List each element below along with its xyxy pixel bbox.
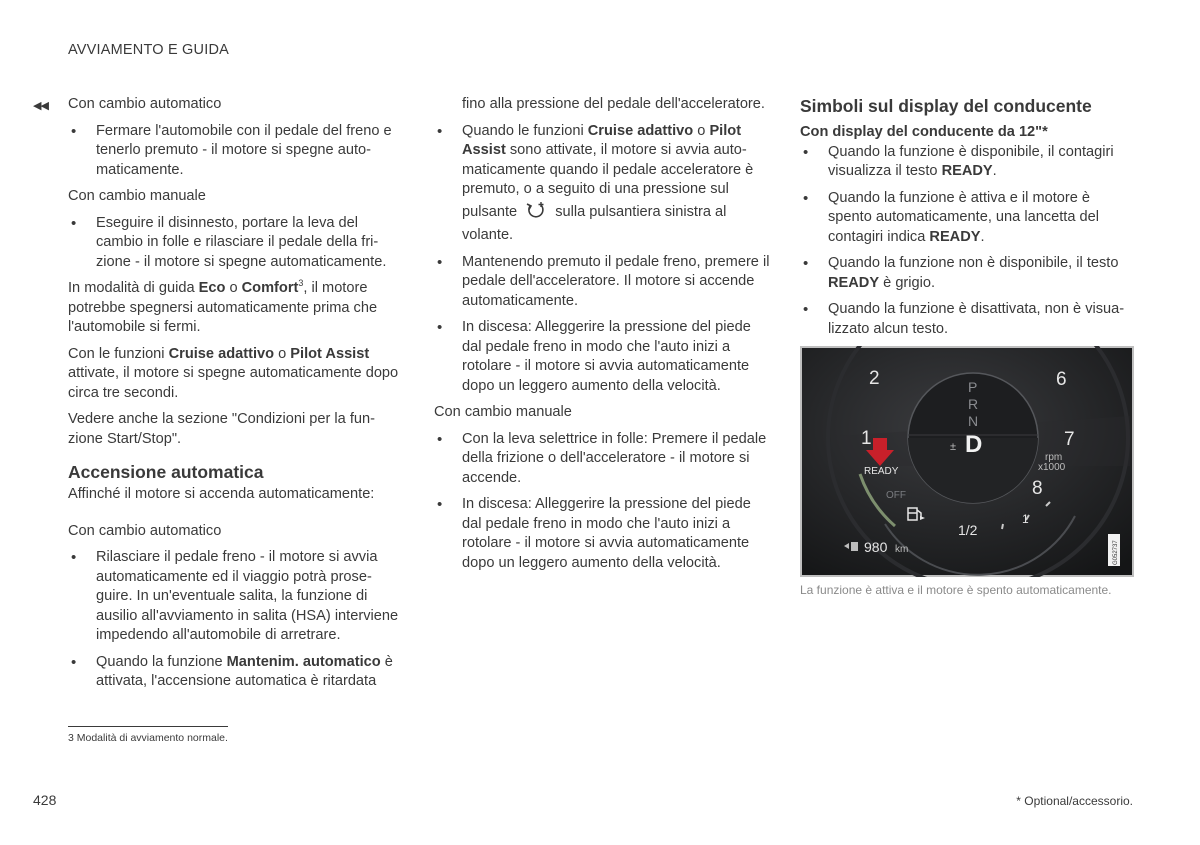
double-left-arrow-icon[interactable]: ◀◀: [33, 100, 48, 112]
list-item: [68, 653, 400, 692]
footnote-divider: [68, 726, 228, 727]
text: è grigio.: [879, 274, 936, 291]
subheading-12-display: Con display del conducente da 12"*: [800, 124, 1048, 140]
list-item: • Eseguire il disinnesto, portare la leva del cambio in folle e rilasciare il pedale della frizione - il motore si spegne automaticamente.: [68, 214, 400, 273]
cruise-term: Cruise adattivo: [587, 122, 694, 139]
heading-symbols: Simboli sul display del conducente: [800, 96, 1092, 116]
list-item: [800, 189, 1134, 248]
list-item: • Rilasciare il pedale freno - il motore si avvia automaticamente ed il viaggio potrà proseguire. In un'eventuale salita, la funzione di ausilio all'avviamento in salita (HSA) interviene impedendo all'automobile di arretrare.: [68, 548, 400, 646]
text: Quando la funzione non è disponibile, il testo: [828, 255, 1119, 271]
paragraph-intro: Affinché il motore si accenda automaticamente:: [68, 486, 375, 502]
pilot-assist-term: Pilot Assist: [290, 345, 370, 362]
ready-term: READY: [941, 163, 993, 179]
list-item: [800, 143, 1134, 182]
paragraph-see-also: Vedere anche la sezione "Condizioni per la funzione Start/Stop".: [68, 411, 375, 447]
subheading-automatic: Con cambio automatico: [68, 96, 222, 112]
list-item: [800, 254, 1134, 293]
column-left: [68, 95, 400, 699]
rpm-multiplier-label: x1000: [1038, 462, 1066, 473]
list-item: • Con la leva selettrice in folle: Premere il pedale della frizione o dell'acceleratore - il motore si accende.: [434, 430, 772, 489]
fuel-full-label: 1: [1022, 512, 1029, 526]
gear-manual-indicator: ±: [950, 441, 957, 453]
optional-note: * Optional/accessorio.: [1016, 794, 1133, 808]
text: Quando la funzione è attiva e il motore è spento automaticamente, una lancetta del contagiri indica: [828, 189, 1099, 245]
text: .: [992, 163, 997, 179]
gauge-number-7: 7: [1064, 429, 1075, 450]
subheading-manual: Con cambio manuale: [68, 188, 206, 204]
rpm-label: rpm: [1045, 452, 1063, 463]
column-middle: [434, 95, 772, 580]
footnote-text: Modalità di avviamento normale.: [73, 732, 228, 744]
text: Quando la funzione: [96, 653, 227, 670]
gauge-number-8: 8: [1032, 478, 1043, 499]
subheading-manual: Con cambio manuale: [434, 404, 572, 420]
text: Quando la funzione è disponibile, il contagiri visualizza il testo: [828, 143, 1114, 179]
text: attivate, il motore si spegne automaticamente dopo circa tre secondi.: [68, 365, 399, 401]
heading-automatic-start: Accensione automatica: [68, 462, 264, 482]
list-item: • Mantenendo premuto il pedale freno, premere il pedale dell'acceleratore. Il motore si accende automaticamente.: [434, 253, 772, 312]
text: Quando le funzioni: [462, 122, 588, 139]
figure-caption: La funzione è attiva e il motore è spento automaticamente.: [800, 583, 1112, 597]
list-item-continuation: fino alla pressione del pedale dell'acceleratore.: [462, 96, 765, 112]
gear-p: P: [968, 379, 978, 395]
cruise-term: Cruise adattivo: [168, 345, 275, 362]
text: sulla pulsantiera sinistra al volante.: [462, 203, 727, 243]
list-item: • In discesa: Alleggerire la pressione del piede dal pedale freno in modo che l'auto inizi a rotolare - il motore si avvia automaticamente dopo un leggero aumento della velocità.: [434, 318, 772, 396]
page-number: 428: [33, 792, 57, 808]
text: In modalità di guida: [68, 280, 199, 296]
text: Con le funzioni: [68, 345, 169, 362]
text: .: [980, 228, 985, 245]
column-right: [800, 95, 1134, 346]
gear-d: D: [965, 431, 983, 458]
list-item: • Fermare l'automobile con il pedale del freno e tenerlo premuto - il motore si spegne automaticamente.: [68, 122, 400, 181]
gauge-number-1: 1: [861, 428, 872, 449]
auto-hold-term: Mantenim. automatico: [226, 653, 381, 670]
text: è attivata, l'accensione automatica è ritardata: [96, 653, 393, 689]
section-header: AVVIAMENTO E GUIDA: [68, 42, 229, 58]
pilot-assist-term: Pilot Assist: [462, 122, 742, 158]
ready-term: READY: [828, 274, 880, 291]
range-unit: km: [895, 544, 909, 555]
list-item: • In discesa: Alleggerire la pressione del piede dal pedale freno in modo che l'auto inizi a rotolare - il motore si avvia automaticamente dopo un leggero aumento della velocità.: [434, 495, 772, 573]
text: o: [225, 280, 242, 296]
comfort-term: Comfort: [241, 280, 299, 296]
text: , il motore potrebbe spegnersi automaticamente prima che l'automobile si fermi.: [68, 280, 378, 335]
ready-indicator: READY: [864, 466, 899, 477]
gear-r: R: [968, 396, 979, 412]
text: o: [274, 345, 291, 362]
off-indicator: OFF: [886, 490, 906, 501]
text: sono attivate, il motore si avvia automaticamente quando il pedale acceleratore è premuto, o a seguito di una pressione sul pulsante: [462, 142, 754, 220]
paragraph-cruise: [68, 345, 400, 404]
driver-display-illustration: [800, 346, 1134, 577]
gauge-number-6: 6: [1056, 369, 1067, 390]
footnote-number: 3: [68, 732, 74, 744]
gauge-number-2: 2: [869, 368, 880, 389]
paragraph-drive-mode: [68, 279, 400, 338]
text: o: [693, 122, 710, 139]
gear-n: N: [968, 413, 979, 429]
eco-term: Eco: [198, 280, 226, 296]
range-value: 980: [864, 539, 888, 555]
ready-term: READY: [929, 228, 981, 245]
subheading-automatic: Con cambio automatico: [68, 522, 222, 539]
image-code: G052737: [1113, 540, 1119, 565]
list-item: [434, 122, 772, 246]
steering-wheel-button-icon: [525, 200, 547, 227]
list-item: • Quando la funzione è disattivata, non è visualizzato alcun testo.: [800, 300, 1134, 339]
footnote: [68, 731, 228, 745]
footnote-ref[interactable]: 3: [298, 278, 304, 289]
fuel-half-label: 1/2: [958, 522, 978, 538]
